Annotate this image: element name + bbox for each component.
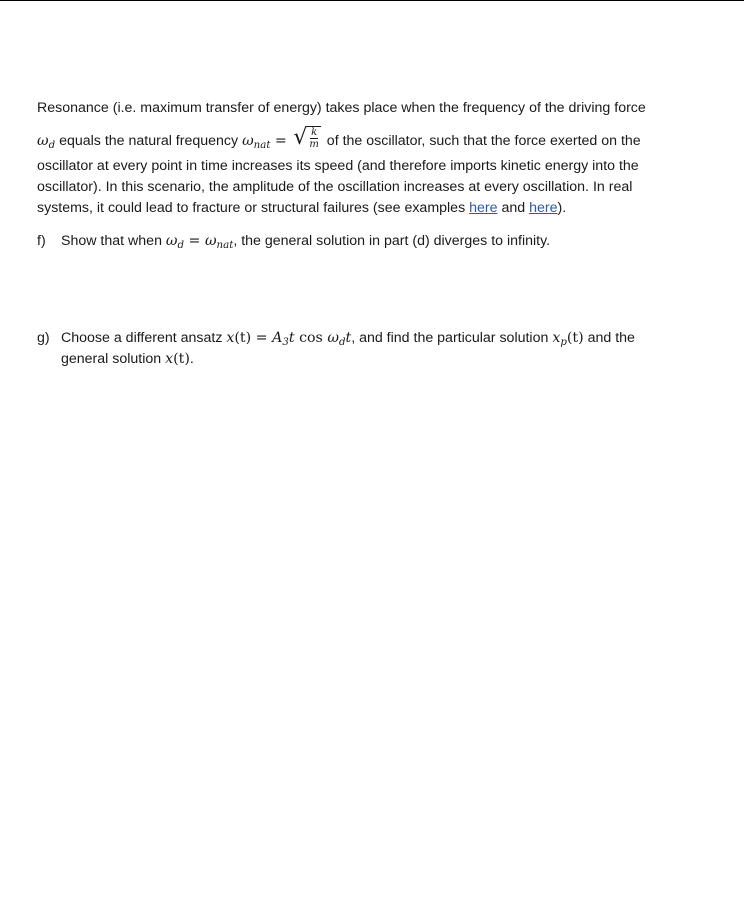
document-body xyxy=(37,98,677,370)
question-label: g) xyxy=(37,330,50,346)
top-border xyxy=(0,0,744,1)
question-line-2: general solution x(t). xyxy=(61,351,194,367)
paragraph-line-1 xyxy=(37,98,677,119)
paragraph-line-5 xyxy=(37,198,677,219)
question-f xyxy=(37,231,677,252)
omega-d-symbol: $\omega_d$ xyxy=(37,133,56,152)
equals-sign: = xyxy=(270,133,292,149)
omega-nat-symbol: $\omega_{nat}$ xyxy=(204,233,234,252)
paragraph-text: systems, it could lead to fracture or structural failures (see examples xyxy=(37,200,470,216)
question-text: Show that when $\omega_d = \omega_{nat}$, the general solution in part (d) diverges to infinity. xyxy=(61,233,551,252)
paragraph-text: oscillator). In this scenario, the amplitude of the oscillation increases at every oscillation. In real xyxy=(37,179,633,195)
fraction-denominator: m xyxy=(309,139,319,151)
omega-d-symbol: $\omega_d$ xyxy=(165,233,185,252)
paragraph-text: Resonance (i.e. maximum transfer of energy) takes place when the frequency of the driving force xyxy=(37,100,646,116)
paragraph-text: and xyxy=(497,200,530,216)
example-link-1[interactable]: here xyxy=(469,200,498,216)
sqrt-icon: √ xyxy=(293,125,308,151)
x-expression: x(t) xyxy=(165,351,190,367)
paragraph-text: ). xyxy=(557,200,567,216)
paragraph-text: of the oscillator, such that the force exerted on the xyxy=(322,133,641,149)
question-line-1: Choose a different ansatz $x(t) = A_3t$ $\cos \omega_dt$, and find the particular solution $x_p(t)$ and the xyxy=(61,330,635,349)
question-label: f) xyxy=(37,233,46,249)
paragraph-line-4 xyxy=(37,177,677,198)
paragraph-line-3 xyxy=(37,156,677,177)
sqrt-k-over-m xyxy=(293,126,321,150)
xp-expression: $x_p(t)$ xyxy=(552,330,584,349)
omega-nat-symbol: $\omega_{nat}$ xyxy=(242,133,271,152)
paragraph-line-2 xyxy=(37,125,677,152)
question-text xyxy=(61,328,677,370)
resonance-paragraph xyxy=(37,98,677,219)
question-g xyxy=(37,328,677,370)
ansatz-expression: $x(t) = A_3t$ $\cos \omega_dt$ xyxy=(226,330,352,349)
fraction xyxy=(307,126,320,150)
equals-sign: = xyxy=(184,233,205,249)
paragraph-text: equals the natural frequency xyxy=(55,133,243,149)
fraction-numerator: k xyxy=(311,127,318,139)
example-link-2[interactable]: here xyxy=(529,200,558,216)
paragraph-text: oscillator at every point in time increases its speed (and therefore imports kinetic energy into the xyxy=(37,158,639,174)
